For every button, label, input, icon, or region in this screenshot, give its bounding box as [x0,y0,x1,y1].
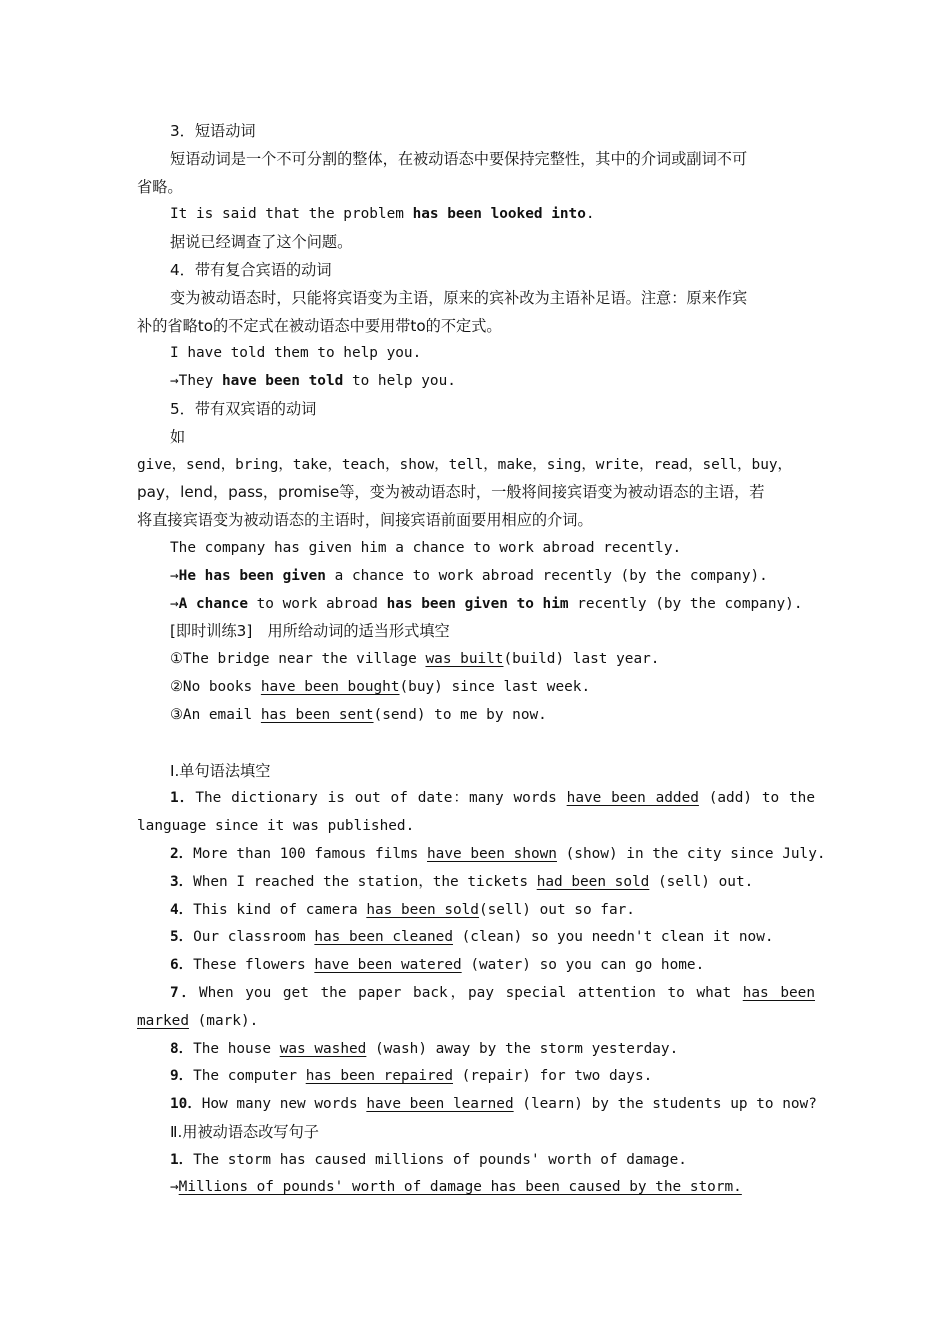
section-5-example-1: The company has given him a chance to work abroad recently. [170,539,682,556]
answer-blank: has been sent [260,706,374,723]
example-highlight: He has been given [178,567,326,584]
section-5-example-3: →A chance to work abroad has been given to him recently (by the company). [170,595,803,612]
answer-blank: have been watered [314,957,462,974]
answer-blank: has been [742,984,816,1001]
answer-blank: have been added [566,790,699,807]
exercise-1-question-7: 7．When you get the paper back，pay special attention to what has been [170,984,816,1001]
section-3-example-translation: 据说已经调查了这个问题。 [170,233,353,252]
answer-blank: marked [137,1012,189,1029]
exercise-1-question: 9．The computer has been repaired (repair) for two days. [170,1068,653,1085]
exercise-1-question: 4．This kind of camera has been sold(sell) out so far. [170,901,635,918]
answer-blank: had been sold [536,873,650,890]
exercise-2-question-1: 1．The storm has caused millions of pounds' worth of damage. [170,1151,687,1168]
answer-blank: have been bought [260,678,400,695]
section-4-desc-line2: 补的省略to的不定式在被动语态中要用带to的不定式。 [137,316,502,335]
section-4-title: 4．带有复合宾语的动词 [170,260,332,279]
exercise-1-question: 10．How many new words have been learned (learn) by the students up to now? [170,1096,817,1113]
answer-blank: was washed [279,1040,367,1057]
section-5-desc-line3: 将直接宾语变为被动语态的主语时，间接宾语前面要用相应的介词。 [137,511,593,530]
example-highlight: has been looked into [412,206,586,223]
example-highlight: A chance [178,595,248,612]
section-3-desc-line2: 省略。 [137,177,183,196]
answer-blank: was built [425,651,504,668]
exercise-1-question: 8．The house was washed (wash) away by the storm yesterday. [170,1040,679,1057]
exercise-1-question: 6．These flowers have been watered (water) so you can go home. [170,957,705,974]
exercise-2-title: Ⅱ.用被动语态改写句子 [170,1122,319,1141]
answer-blank: Millions of pounds' worth of damage has been caused by the storm. [178,1179,742,1196]
section-3-example: It is said that the problem has been looked into. [170,206,595,223]
practice-item: ②No books have been bought(buy) since last week. [170,678,591,695]
section-5-verb-list: give，send，bring，take，teach，show，tell，make，sing，write，read，sell，buy， [137,456,792,473]
exercise-1-question-7-cont: marked (mark). [137,1012,259,1029]
practice-item: ①The bridge near the village was built(build) last year. [170,651,660,668]
answer-blank: has been repaired [305,1068,453,1085]
example-highlight: has been given to him [386,595,569,612]
practice-item: ③An email has been sent(send) to me by now. [170,706,547,723]
answer-blank: have been shown [427,845,557,862]
section-gap [137,730,815,758]
section-4-example-2: →They have been told to help you. [170,373,456,390]
exercise-1-question-1-cont: language since it was published. [137,818,415,835]
section-5-ru: 如 [170,427,186,446]
section-3-desc-line1: 短语动词是一个不可分割的整体，在被动语态中要保持完整性，其中的介词或副词不可 [170,149,748,168]
section-5-title: 5．带有双宾语的动词 [170,399,317,418]
section-3-title: 3．短语动词 [170,122,256,140]
section-4-desc-line1: 变为被动语态时，只能将宾语变为主语，原来的宾补改为主语补足语。注意：原来作宾 [170,288,748,307]
practice-title: [即时训练3] 用所给动词的适当形式填空 [170,622,450,641]
document-page [137,118,826,1202]
section-4-example-1: I have told them to help you. [170,345,422,362]
answer-blank: have been learned [366,1096,514,1113]
example-highlight: have been told [221,373,344,390]
exercise-1-title: Ⅰ.单句语法填空 [170,761,271,780]
section-5-desc-line2: pay，lend，pass，promise等，变为被动语态时，一般将间接宾语变为被动语态的主语，若 [137,483,765,502]
answer-blank: has been sold [366,901,479,918]
section-5-example-2: →He has been given a chance to work abroad recently (by the company). [170,567,768,584]
exercise-2-answer-1: →Millions of pounds' worth of damage has been caused by the storm. [170,1179,742,1196]
exercise-1-question-1: 1．The dictionary is out of date：many words have been added (add) to the [170,790,815,807]
answer-blank: has been cleaned [314,929,453,946]
exercise-1-question: 5．Our classroom has been cleaned (clean) so you needn't clean it now. [170,929,774,946]
exercise-1-question: 2．More than 100 famous films have been shown (show) in the city since July. [170,845,826,862]
exercise-1-question: 3．When I reached the station，the tickets had been sold (sell) out. [170,873,754,890]
